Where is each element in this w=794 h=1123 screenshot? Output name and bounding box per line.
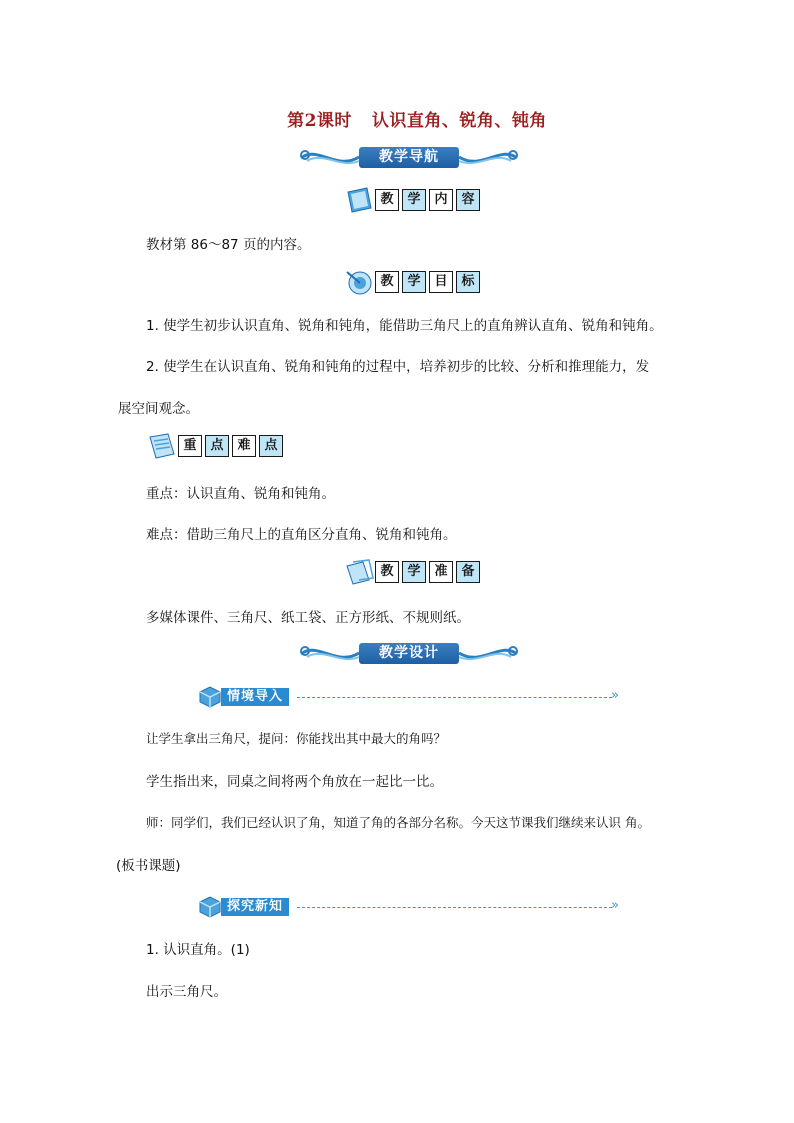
header-char: 学: [402, 561, 426, 583]
header-char: 教: [375, 189, 399, 211]
notebook-icon: [148, 432, 178, 460]
header-char: 准: [429, 561, 453, 583]
header-char: 目: [429, 271, 453, 293]
papers-icon: [345, 558, 375, 586]
goal-item-2-continued: 展空间观念。: [118, 401, 199, 417]
book-icon: [345, 186, 375, 214]
header-char: 难: [232, 435, 256, 457]
header-char: 容: [456, 189, 480, 211]
lesson-number: 第2课时: [287, 111, 352, 131]
banner-teaching-design: [297, 639, 521, 669]
banner-label: 教学设计: [359, 643, 459, 664]
header-char: 点: [259, 435, 283, 457]
intro-board-note: (板书课题): [116, 858, 181, 874]
banner-label: 教学导航: [359, 147, 459, 168]
section-cube-icon: [197, 894, 223, 918]
intro-paragraph-2: 学生指出来，同桌之间将两个角放在一起比一比。: [146, 774, 443, 790]
intro-paragraph-3: 师：同学们，我们已经认识了角，知道了角的各部分名称。今天这节课我们继续来认识 角。: [146, 815, 650, 830]
page-title: [0, 106, 794, 131]
header-char: 备: [456, 561, 480, 583]
goal-item-1: 1. 使学生初步认识直角、锐角和钝角，能借助三角尺上的直角辨认直角、锐角和钝角。: [146, 318, 663, 334]
section-cube-icon: [197, 684, 223, 708]
header-char: 内: [429, 189, 453, 211]
goal-item-2: 2. 使学生在认识直角、锐角和钝角的过程中，培养初步的比较、分析和推理能力，发: [146, 359, 650, 375]
dashed-divider: [297, 907, 612, 908]
explore-paragraph-1: 1. 认识直角。(1): [146, 942, 250, 958]
section-intro-header: [197, 687, 627, 707]
content-text: 教材第 86～87 页的内容。: [146, 237, 311, 253]
section-label: 情境导入: [221, 688, 289, 706]
header-char: 标: [456, 271, 480, 293]
target-icon: [345, 268, 375, 296]
key-point-text: 重点：认识直角、锐角和钝角。: [146, 486, 335, 502]
header-char: 重: [178, 435, 202, 457]
dashed-divider: [297, 697, 612, 698]
difficult-point-text: 难点：借助三角尺上的直角区分直角、锐角和钝角。: [146, 527, 457, 543]
lesson-topic: 认识直角、锐角、钝角: [371, 111, 547, 131]
header-char: 学: [402, 271, 426, 293]
header-char: 学: [402, 189, 426, 211]
double-chevron-icon: »: [611, 898, 619, 913]
section-label: 探究新知: [221, 898, 289, 916]
header-char: 教: [375, 271, 399, 293]
header-char: 点: [205, 435, 229, 457]
explore-paragraph-2: 出示三角尺。: [146, 984, 227, 1000]
header-char: 教: [375, 561, 399, 583]
section-explore-header: [197, 897, 627, 917]
prep-text: 多媒体课件、三角尺、纸工袋、正方形纸、不规则纸。: [146, 610, 470, 626]
intro-paragraph-1: 让学生拿出三角尺，提问：你能找出其中最大的角吗？: [146, 731, 447, 746]
banner-teaching-guide: [297, 143, 521, 173]
double-chevron-icon: »: [611, 688, 619, 703]
